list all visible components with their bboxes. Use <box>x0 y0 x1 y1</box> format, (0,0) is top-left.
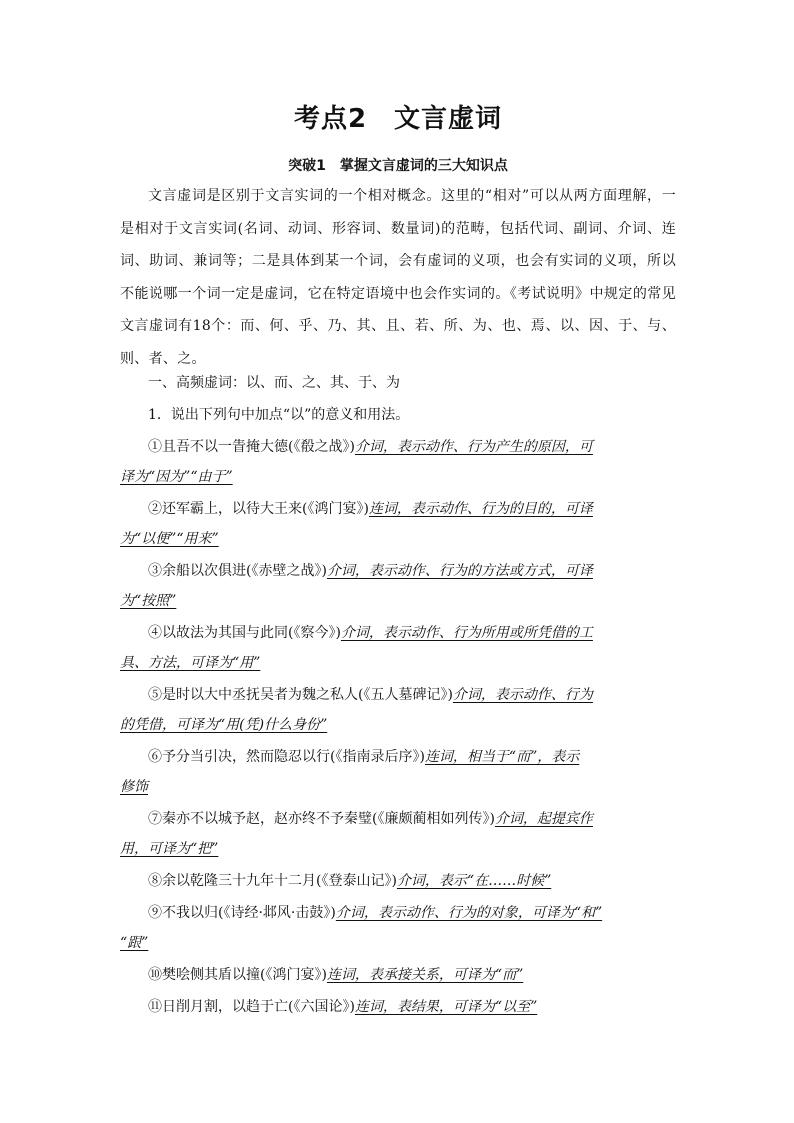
item-answer: 介词，表示动作、行为所用或所凭借的工 <box>340 625 593 641</box>
item-answer: 介词，表示“在……时候” <box>396 873 552 889</box>
item-answer: 为“以便”“用来” <box>120 531 219 547</box>
item-sentence: ③余船以次俱进(《赤壁之战》) <box>148 563 327 579</box>
item-answer: 的凭借，可译为“用(凭)什么身份” <box>120 717 328 733</box>
item-answer: 介词，表示动作、行为的对象，可译为“和” <box>335 905 603 921</box>
list-item <box>148 996 676 1016</box>
list-item-continuation <box>120 714 676 734</box>
item-sentence: ⑧余以乾隆三十九年十二月(《登泰山记》) <box>148 873 397 889</box>
item-answer: 介词，表示动作、行为的方法或方式，可译 <box>326 563 593 579</box>
list-item <box>148 870 676 890</box>
item-sentence: ⑪日削月割，以趋于亡(《六国论》) <box>148 999 355 1015</box>
section-heading: 一、高频虚词：以、而、之、其、于、为 <box>148 375 400 391</box>
page-title: 考点2 文言虚词 <box>293 104 503 134</box>
item-answer: 连词，表结果，可译为“以至” <box>354 999 538 1015</box>
list-item <box>148 902 676 922</box>
item-answer: 介词，起提宾作 <box>494 811 593 827</box>
list-item-continuation <box>120 838 676 858</box>
list-item-continuation <box>120 590 676 610</box>
list-item-continuation <box>120 528 676 548</box>
intro-paragraph: 文言虚词是区别于文言实词的一个相对概念。这里的“相对”可以从两方面理解，一是相对于文言实词(名词、动词、形容词、数量词)的范畴，包括代词、副词、介词、连词、助词、兼词等；二是具体到某一个词，会有虚词的义项，也会有实词的义项，所以不能说哪一个词一定是虚词，它在特定语境中也会作实词的。《考试说明》中规定的常见文言虚词有18个：而、何、乎、乃、其、且、若、所、为、也、焉、以、因、于、与、则、者、之。 <box>120 188 676 367</box>
item-sentence: ⑤是时以大中丞抚吴者为魏之私人(《五人墓碑记》) <box>148 687 453 703</box>
list-item-continuation <box>120 932 676 952</box>
item-answer: “跟” <box>120 935 149 951</box>
item-sentence: ②还军霸上，以待大王来(《鸿门宴》) <box>148 501 369 517</box>
section-subtitle: 突破1 掌握文言虚词的三大知识点 <box>288 158 508 174</box>
item-sentence: ④以故法为其国与此同(《察今》) <box>148 625 341 641</box>
item-answer: 译为“因为”“由于” <box>120 469 233 485</box>
item-answer: 连词，表承接关系，可译为“而” <box>326 967 524 983</box>
list-item <box>148 498 676 518</box>
list-item <box>148 560 676 580</box>
item-sentence: ⑦秦亦不以城予赵，赵亦终不予秦璧(《廉颇蔺相如列传》) <box>148 811 495 827</box>
item-answer: 介词，表示动作、行为 <box>452 687 593 703</box>
list-item <box>148 964 676 984</box>
list-item <box>148 808 676 828</box>
item-answer: 用，可译为“把” <box>120 841 219 857</box>
item-sentence: ⑩樊哙侧其盾以撞(《鸿门宴》) <box>148 967 327 983</box>
question-prompt: 1．说出下列句中加点“以”的意义和用法。 <box>148 407 410 423</box>
list-item-continuation <box>120 652 676 672</box>
list-item <box>148 746 676 766</box>
list-item <box>148 436 676 456</box>
item-answer: 连词，表示动作、行为的目的，可译 <box>368 501 593 517</box>
item-answer: 连词，相当于“而”，表示 <box>424 749 580 765</box>
item-sentence: ⑨不我以归(《诗经·邶风·击鼓》) <box>148 905 336 921</box>
item-answer: 为“按照” <box>120 593 177 609</box>
list-item-continuation <box>120 466 676 486</box>
item-answer: 介词，表示动作、行为产生的原因，可 <box>354 439 593 455</box>
item-answer: 具、方法，可译为“用” <box>120 655 261 671</box>
item-answer: 修饰 <box>120 779 148 795</box>
list-item <box>148 684 676 704</box>
list-item <box>148 622 676 642</box>
item-sentence: ①且吾不以一眚掩大德(《殽之战》) <box>148 439 355 455</box>
list-item-continuation <box>120 776 676 796</box>
item-sentence: ⑥予分当引决，然而隐忍以行(《指南录后序》) <box>148 749 425 765</box>
